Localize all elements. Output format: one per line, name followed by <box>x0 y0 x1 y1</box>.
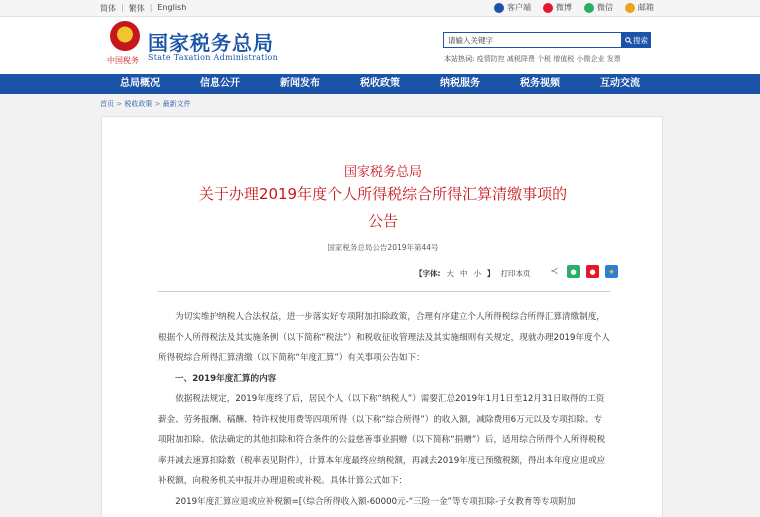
article-divider <box>158 291 610 292</box>
search-button-label: 搜索 <box>633 35 648 45</box>
mail-link[interactable] <box>625 2 654 13</box>
wechat-icon <box>584 3 594 13</box>
font-size-large-button[interactable]: 大 <box>446 269 454 278</box>
mail-label: 邮箱 <box>638 3 654 12</box>
breadcrumb <box>100 99 191 109</box>
document-number: 国家税务总局公告2019年第44号 <box>327 243 439 252</box>
hot-word-link[interactable]: 发票 <box>606 55 621 63</box>
print-page-button[interactable]: 打印本页 <box>500 269 531 278</box>
hot-words <box>444 54 621 64</box>
hot-word-link[interactable]: 减税降费 <box>506 55 535 63</box>
breadcrumb-separator: > <box>154 100 163 108</box>
search-button[interactable] <box>622 32 651 48</box>
article-card <box>101 116 663 517</box>
hot-word-link[interactable]: 疫情防控 <box>476 55 505 63</box>
nav-item-info-disclosure[interactable]: 信息公开 <box>200 78 240 89</box>
hot-word-link[interactable]: 小微企业 <box>576 55 605 63</box>
nav-item-tax-policy[interactable]: 税收政策 <box>360 78 400 89</box>
weibo-label: 微博 <box>556 3 572 12</box>
search-icon <box>625 37 632 44</box>
wechat-share-icon[interactable]: ● <box>567 265 580 278</box>
hot-words-label: 本站热词: <box>444 55 475 63</box>
lang-traditional-link[interactable]: 繁体 <box>128 4 145 13</box>
article-section-heading: 一、2019年度汇算的内容 <box>175 373 277 384</box>
weibo-link[interactable] <box>543 2 572 13</box>
lang-english-link[interactable]: English <box>157 3 187 12</box>
hot-word-link[interactable]: 个税 <box>537 55 552 63</box>
breadcrumb-policy-link[interactable]: 税收政策 <box>124 100 153 108</box>
mobile-client-link[interactable] <box>494 2 531 13</box>
site-subtitle: State Taxation Administration <box>148 53 279 62</box>
hot-word-link[interactable]: 增值税 <box>553 55 575 63</box>
emblem-caption: 中国税务 <box>107 56 139 65</box>
article-paragraph: 为切实维护纳税人合法权益，进一步落实好专项附加扣除政策，合理有序建立个人所得税综合所得汇算清缴制度，根据个人所得税法及其实施条例（以下简称“税法”）和税收征收管理法及其实施细则有关规定，现就办理2019年度个人所得税综合所得汇算清缴（以下简称“年度汇算”）有关事项公告如下： <box>158 312 610 363</box>
divider: | <box>149 3 153 12</box>
nav-item-overview[interactable]: 总局概况 <box>120 78 160 89</box>
top-utility-bar <box>0 0 760 17</box>
nav-item-interaction[interactable]: 互动交流 <box>600 78 640 89</box>
favorite-star-icon[interactable]: ★ <box>605 265 618 278</box>
wechat-label: 微信 <box>597 3 613 12</box>
nav-item-tax-video[interactable]: 税务视频 <box>520 78 560 89</box>
breadcrumb-home-link[interactable]: 首页 <box>100 100 114 108</box>
breadcrumb-separator: > <box>116 100 125 108</box>
article-body <box>158 307 610 512</box>
article-issuer: 国家税务总局 <box>343 165 422 180</box>
national-emblem-logo[interactable] <box>110 21 140 51</box>
nav-item-news[interactable]: 新闻发布 <box>280 78 320 89</box>
article-tools <box>415 268 531 279</box>
main-nav <box>0 74 760 94</box>
mobile-client-label: 客户端 <box>507 3 531 12</box>
site-header <box>0 17 760 74</box>
font-size-label: 【字体: <box>415 269 441 278</box>
share-buttons <box>548 265 618 278</box>
language-switcher <box>100 3 186 14</box>
article-paragraph: 2019年度汇算应退或应补税额=[（综合所得收入额-60000元-“三险一金”等专项扣除-子女教育等专项附加 <box>175 496 576 507</box>
article-title-line-1: 关于办理2019年度个人所得税综合所得汇算清缴事项的 <box>198 185 568 203</box>
font-size-small-button[interactable]: 小 <box>473 269 481 278</box>
divider: | <box>121 3 124 12</box>
lang-simplified-link[interactable]: 简体 <box>100 4 116 13</box>
share-icon[interactable]: ≺ <box>548 265 561 278</box>
social-links <box>494 2 654 13</box>
nav-item-taxpayer-service[interactable]: 纳税服务 <box>440 78 480 89</box>
font-size-close-bracket: 】 <box>487 269 495 278</box>
weibo-icon <box>543 3 553 13</box>
search-input[interactable]: 请输入关键字 <box>443 32 622 48</box>
font-size-medium-button[interactable]: 中 <box>460 269 468 278</box>
article-paragraph: 依据税法规定，2019年度终了后，居民个人（以下称“纳税人”）需要汇总2019年1月1日至12月31日取得的工资薪金、劳务报酬、稿酬、特许权使用费等四项所得（以下称“综合所得”）的收入额，减除费用6万元以及专项扣除、专项附加扣除、依法确定的其他扣除和符合条件的公益慈善事业捐赠（以下简称“捐赠”）后，适用综合所得个人所得税税率并减去速算扣除数（税率表见附件），计算本年度最终应纳税额，再减去2019年度已预缴税额，得出本年度应退或应补税额，向税务机关申报并办理退税或补税。具体计算公式如下： <box>158 394 606 486</box>
breadcrumb-latest-link[interactable]: 最新文件 <box>162 100 191 108</box>
wechat-link[interactable] <box>584 2 613 13</box>
article-title-line-2: 公告 <box>367 212 398 230</box>
site-title[interactable]: 国家税务总局 <box>148 31 274 55</box>
weibo-share-icon[interactable]: ● <box>586 265 599 278</box>
mail-icon <box>625 3 635 13</box>
mobile-client-icon <box>494 3 504 13</box>
